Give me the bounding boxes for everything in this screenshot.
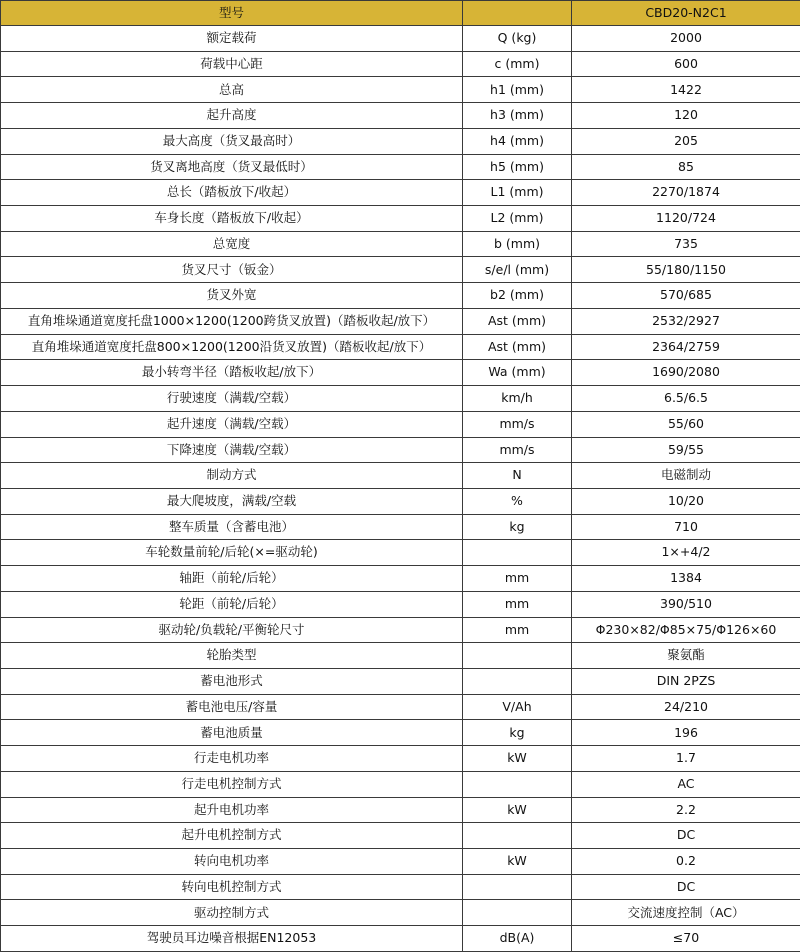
- row-unit: mm: [463, 566, 572, 592]
- row-value: 735: [572, 231, 800, 257]
- row-value: 24/210: [572, 694, 800, 720]
- row-unit: kW: [463, 746, 572, 772]
- table-row: [1, 849, 800, 875]
- table-row: [1, 694, 800, 720]
- row-label: 货叉离地高度（货叉最低时）: [1, 154, 463, 180]
- table-row: [1, 77, 800, 103]
- row-value: 85: [572, 154, 800, 180]
- row-unit: mm: [463, 591, 572, 617]
- row-unit: mm/s: [463, 411, 572, 437]
- table-row: [1, 257, 800, 283]
- row-value: 聚氨酯: [572, 643, 800, 669]
- row-value: 55/180/1150: [572, 257, 800, 283]
- row-value: 120: [572, 103, 800, 129]
- row-label: 行驶速度（满载/空载）: [1, 386, 463, 412]
- row-label: 货叉外宽: [1, 283, 463, 309]
- row-unit: h5 (mm): [463, 154, 572, 180]
- row-label: 转向电机控制方式: [1, 874, 463, 900]
- table-row: [1, 386, 800, 412]
- row-value: 1.7: [572, 746, 800, 772]
- row-label: 行走电机功率: [1, 746, 463, 772]
- row-value: 交流速度控制（AC）: [572, 900, 800, 926]
- row-value: ≤70: [572, 926, 800, 952]
- row-label: 轮胎类型: [1, 643, 463, 669]
- table-row: [1, 823, 800, 849]
- row-label: 驾驶员耳边噪音根据EN12053: [1, 926, 463, 952]
- table-row: [1, 308, 800, 334]
- table-row: [1, 488, 800, 514]
- row-label: 起升电机控制方式: [1, 823, 463, 849]
- row-label: 总宽度: [1, 231, 463, 257]
- row-unit: kW: [463, 849, 572, 875]
- row-unit: s/e/l (mm): [463, 257, 572, 283]
- row-unit: b (mm): [463, 231, 572, 257]
- row-unit: h3 (mm): [463, 103, 572, 129]
- row-value: 196: [572, 720, 800, 746]
- row-value: 570/685: [572, 283, 800, 309]
- row-unit: h1 (mm): [463, 77, 572, 103]
- row-value: DC: [572, 823, 800, 849]
- row-label: 荷载中心距: [1, 51, 463, 77]
- row-label: 直角堆垛通道宽度托盘800×1200(1200沿货叉放置)（踏板收起/放下）: [1, 334, 463, 360]
- row-value: 55/60: [572, 411, 800, 437]
- row-label: 最小转弯半径（踏板收起/放下）: [1, 360, 463, 386]
- table-row: [1, 900, 800, 926]
- row-value: 1120/724: [572, 206, 800, 232]
- table-row: [1, 411, 800, 437]
- table-row: [1, 926, 800, 952]
- table-row: [1, 514, 800, 540]
- row-value: 1×+4/2: [572, 540, 800, 566]
- row-unit: [463, 874, 572, 900]
- row-value: 600: [572, 51, 800, 77]
- table-row: [1, 154, 800, 180]
- row-value: 2364/2759: [572, 334, 800, 360]
- row-label: 最大高度（货叉最高时）: [1, 128, 463, 154]
- table-row: [1, 128, 800, 154]
- row-value: 0.2: [572, 849, 800, 875]
- row-label: 蓄电池电压/容量: [1, 694, 463, 720]
- row-label: 车轮数量前轮/后轮(×=驱动轮): [1, 540, 463, 566]
- row-unit: Q (kg): [463, 26, 572, 52]
- row-label: 整车质量（含蓄电池）: [1, 514, 463, 540]
- row-value: 2000: [572, 26, 800, 52]
- row-unit: Ast (mm): [463, 334, 572, 360]
- row-unit: mm: [463, 617, 572, 643]
- row-unit: [463, 900, 572, 926]
- table-row: [1, 180, 800, 206]
- table-row: [1, 566, 800, 592]
- row-label: 下降速度（满载/空载）: [1, 437, 463, 463]
- table-row: [1, 797, 800, 823]
- row-label: 起升高度: [1, 103, 463, 129]
- row-label: 最大爬坡度，满载/空载: [1, 488, 463, 514]
- row-label: 驱动控制方式: [1, 900, 463, 926]
- table-row: [1, 668, 800, 694]
- row-value: DIN 2PZS: [572, 668, 800, 694]
- table-row: [1, 334, 800, 360]
- row-label: 货叉尺寸（钣金）: [1, 257, 463, 283]
- row-label: 直角堆垛通道宽度托盘1000×1200(1200跨货叉放置)（踏板收起/放下）: [1, 308, 463, 334]
- header-value: CBD20-N2C1: [572, 1, 800, 26]
- row-label: 车身长度（踏板放下/收起）: [1, 206, 463, 232]
- row-value: Φ230×82/Φ85×75/Φ126×60: [572, 617, 800, 643]
- row-unit: [463, 823, 572, 849]
- table-row: [1, 51, 800, 77]
- row-value: 205: [572, 128, 800, 154]
- table-row: [1, 283, 800, 309]
- row-value: 710: [572, 514, 800, 540]
- row-unit: c (mm): [463, 51, 572, 77]
- row-value: 59/55: [572, 437, 800, 463]
- row-label: 转向电机功率: [1, 849, 463, 875]
- row-value: 390/510: [572, 591, 800, 617]
- table-row: [1, 643, 800, 669]
- row-label: 起升电机功率: [1, 797, 463, 823]
- table-row: [1, 437, 800, 463]
- row-label: 轴距（前轮/后轮）: [1, 566, 463, 592]
- table-row: [1, 720, 800, 746]
- row-value: AC: [572, 771, 800, 797]
- table-row: [1, 231, 800, 257]
- row-label: 总高: [1, 77, 463, 103]
- row-value: 1690/2080: [572, 360, 800, 386]
- row-label: 总长（踏板放下/收起）: [1, 180, 463, 206]
- row-value: 2270/1874: [572, 180, 800, 206]
- header-row: [1, 1, 800, 26]
- row-label: 额定载荷: [1, 26, 463, 52]
- table-row: [1, 540, 800, 566]
- table-row: [1, 591, 800, 617]
- row-unit: V/Ah: [463, 694, 572, 720]
- row-value: 2532/2927: [572, 308, 800, 334]
- row-unit: [463, 668, 572, 694]
- row-value: 10/20: [572, 488, 800, 514]
- row-label: 起升速度（满载/空载）: [1, 411, 463, 437]
- table-row: [1, 771, 800, 797]
- row-unit: Ast (mm): [463, 308, 572, 334]
- row-unit: L2 (mm): [463, 206, 572, 232]
- row-value: 1422: [572, 77, 800, 103]
- row-value: 1384: [572, 566, 800, 592]
- row-unit: kW: [463, 797, 572, 823]
- header-unit: [463, 1, 572, 26]
- table-row: [1, 103, 800, 129]
- row-value: 6.5/6.5: [572, 386, 800, 412]
- row-label: 制动方式: [1, 463, 463, 489]
- header-model: 型号: [1, 1, 463, 26]
- row-value: 电磁制动: [572, 463, 800, 489]
- table-row: [1, 746, 800, 772]
- row-unit: kg: [463, 514, 572, 540]
- row-unit: [463, 771, 572, 797]
- row-label: 驱动轮/负载轮/平衡轮尺寸: [1, 617, 463, 643]
- row-label: 蓄电池质量: [1, 720, 463, 746]
- row-value: DC: [572, 874, 800, 900]
- row-unit: kg: [463, 720, 572, 746]
- row-unit: %: [463, 488, 572, 514]
- table-row: [1, 463, 800, 489]
- table-row: [1, 26, 800, 52]
- table-row: [1, 206, 800, 232]
- row-value: 2.2: [572, 797, 800, 823]
- row-label: 行走电机控制方式: [1, 771, 463, 797]
- row-unit: [463, 643, 572, 669]
- spec-body: [1, 26, 800, 952]
- row-unit: N: [463, 463, 572, 489]
- row-unit: L1 (mm): [463, 180, 572, 206]
- row-unit: mm/s: [463, 437, 572, 463]
- table-row: [1, 874, 800, 900]
- row-unit: km/h: [463, 386, 572, 412]
- table-row: [1, 617, 800, 643]
- row-unit: dB(A): [463, 926, 572, 952]
- row-unit: h4 (mm): [463, 128, 572, 154]
- row-unit: b2 (mm): [463, 283, 572, 309]
- row-label: 轮距（前轮/后轮）: [1, 591, 463, 617]
- table-row: [1, 360, 800, 386]
- row-unit: Wa (mm): [463, 360, 572, 386]
- row-label: 蓄电池形式: [1, 668, 463, 694]
- row-unit: [463, 540, 572, 566]
